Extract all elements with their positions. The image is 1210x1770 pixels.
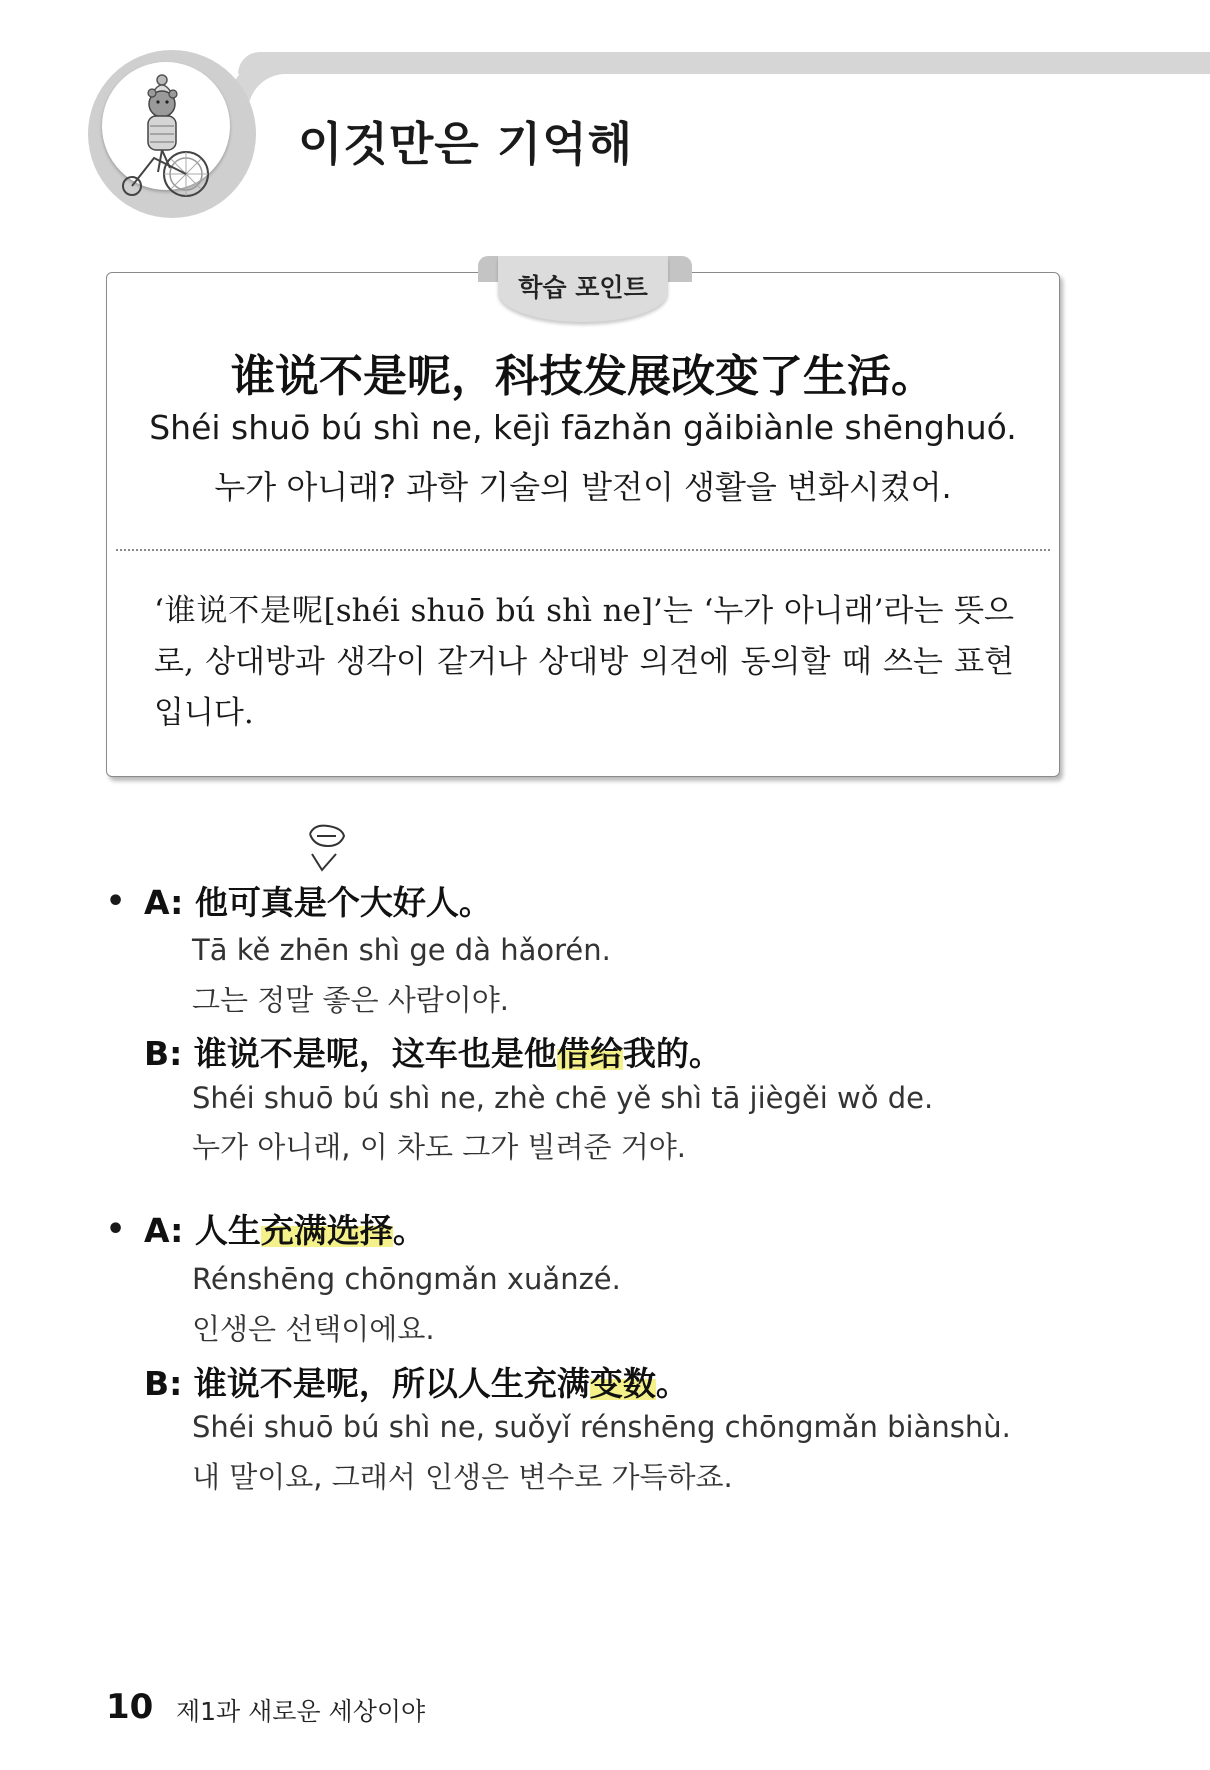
dotted-divider <box>116 549 1050 551</box>
key-sentence-chinese: 谁说不是呢，科技发展改变了生活。 <box>231 351 935 402</box>
dialogue-2-a-pinyin: Rénshēng chōngmǎn xuǎnzé. <box>192 1262 621 1296</box>
highlight: 充满选择 <box>260 1211 393 1250</box>
speaker-label: A: <box>144 1211 184 1250</box>
key-sentence-pinyin: Shéi shuō bú shì ne, kējì fāzhǎn gǎibiànle shēnghuó. <box>149 408 1017 447</box>
speaker-label: B: <box>144 1364 183 1403</box>
dialogue-2-b-pinyin: Shéi shuō bú shì ne, suǒyǐ rénshēng chōngmǎn biànshù. <box>192 1410 1011 1444</box>
header-bar <box>238 52 1210 74</box>
list-bullet: • <box>106 1212 126 1247</box>
key-sentence-korean: 누가 아니래? 과학 기술의 발전이 생활을 변화시켰어. <box>214 468 952 506</box>
dialogue-1-b-korean: 누가 아니래, 이 차도 그가 빌려준 거야. <box>192 1130 686 1164</box>
dialogue-2-a-korean: 인생은 선택이에요. <box>192 1312 435 1346</box>
dialogue-1-a-pinyin: Tā kě zhēn shì ge dà hǎorén. <box>192 933 611 967</box>
list-bullet: • <box>106 884 126 919</box>
dialogue-2-line-a <box>144 1205 426 1252</box>
line-chinese: 他可真是个大好人。 <box>194 883 492 922</box>
dialogue-1-a-korean: 그는 정말 좋은 사람이야. <box>192 983 510 1017</box>
dialogue-1-b-pinyin: Shéi shuō bú shì ne, zhè chē yě shì tā jiègěi wǒ de. <box>192 1081 934 1115</box>
learning-point-tab: 학습 포인트 <box>498 256 668 322</box>
dialogue-2-b-korean: 내 말이요, 그래서 인생은 변수로 가득하죠. <box>192 1460 733 1494</box>
speaker-label: B: <box>144 1034 183 1073</box>
dialogue-2-line-b <box>144 1358 689 1405</box>
page-number: 10 <box>106 1687 154 1727</box>
handwritten-tone-mark-icon <box>300 820 356 878</box>
line-chinese: 谁说不是呢，所以人生充满变数。 <box>193 1364 689 1403</box>
explanation-text: ‘谁说不是呢[shéi shuō bú shì ne]’는 ‘누가 아니래’라는 뜻으로, 상대방과 생각이 같거나 상대방 의견에 동의할 때 쓰는 표현입니다. <box>154 593 1014 731</box>
bear-bicycle-icon <box>118 72 218 202</box>
dialogue-1-line-a <box>144 877 492 924</box>
highlight: 借给 <box>556 1034 623 1073</box>
highlight: 变数 <box>589 1364 656 1403</box>
line-chinese: 人生充满选择。 <box>194 1211 426 1250</box>
dialogue-1-line-b <box>144 1028 722 1075</box>
section-title: 이것만은 기억해 <box>298 117 634 171</box>
chapter-title: 제1과 새로운 세상이야 <box>176 1697 426 1726</box>
speaker-label: A: <box>144 883 184 922</box>
line-chinese: 谁说不是呢，这车也是他借给我的。 <box>193 1034 722 1073</box>
